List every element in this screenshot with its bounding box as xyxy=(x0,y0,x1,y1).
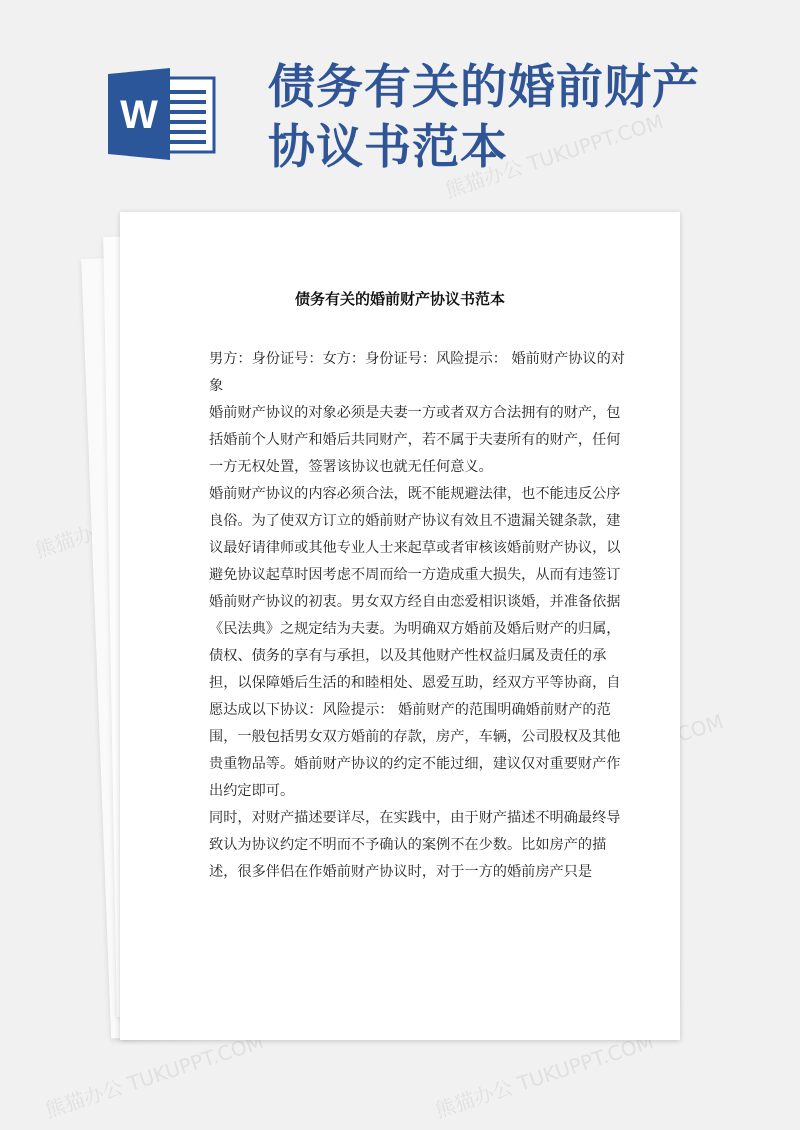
watermark: 熊猫办公 TUKUPPT.COM xyxy=(42,1029,267,1123)
word-document-icon xyxy=(108,68,220,160)
paragraph: 男方：身份证号：女方：身份证号：风险提示： 婚前财产协议的对象 xyxy=(209,351,625,394)
watermark: 熊猫办公 xyxy=(32,514,116,563)
paragraph: 婚前财产协议的对象必须是夫妻一方或者双方合法拥有的财产，包括婚前个人财产和婚后共同财产，若不属于夫妻所有的财产，任何一方无权处置，签署该协议也就无任何意义。 xyxy=(209,405,621,475)
paragraph: 同时，对财产描述要详尽，在实践中，由于财产描述不明确最终导致认为协议约定不明而不予确认的案例不在少数。比如房产的描述，很多伴侣在作婚前财产协议时，对于一方的婚前房产只是 xyxy=(209,810,621,880)
document-body xyxy=(209,346,629,886)
page-title: 债务有关的婚前财产协议书范本 xyxy=(268,60,700,175)
document-page xyxy=(120,212,680,1040)
svg-text:W: W xyxy=(120,93,158,137)
watermark: 熊猫办公 TUKUPPT.COM xyxy=(442,109,667,203)
header xyxy=(0,0,800,205)
document-title: 债务有关的婚前财产协议书范本 xyxy=(294,290,505,308)
paragraph: 婚前财产协议的内容必须合法，既不能规避法律，也不能违反公序良俗。为了使双方订立的婚前财产协议有效且不遗漏关键条款，建议最好请律师或其他专业人士来起草或者审核该婚前财产协议，以避免协议起草时因考虑不周而给一方造成重大损失，从而有违签订婚前财产协议的初衷。男女双方经自由恋爱相识谈婚，并准备依据《民法典》之规定结为夫妻。为明确双方婚前及婚后财产的归属，债权、债务的享有与承担，以及其他财产性权益归属及责任的承担，以保障婚后生活的和睦相处、恩爱互助，经双方平等协商，自愿达成以下协议：风险提示： 婚前财产的范围明确婚前财产的范围，一般包括男女双方婚前的存款，房产，车辆，公司股权及其他贵重物品等。婚前财产协议的约定不能过细，建议仅对重要财产作出约定即可。 xyxy=(209,486,621,799)
watermark: 熊猫办公 TUKUPPT.COM xyxy=(432,1029,657,1123)
